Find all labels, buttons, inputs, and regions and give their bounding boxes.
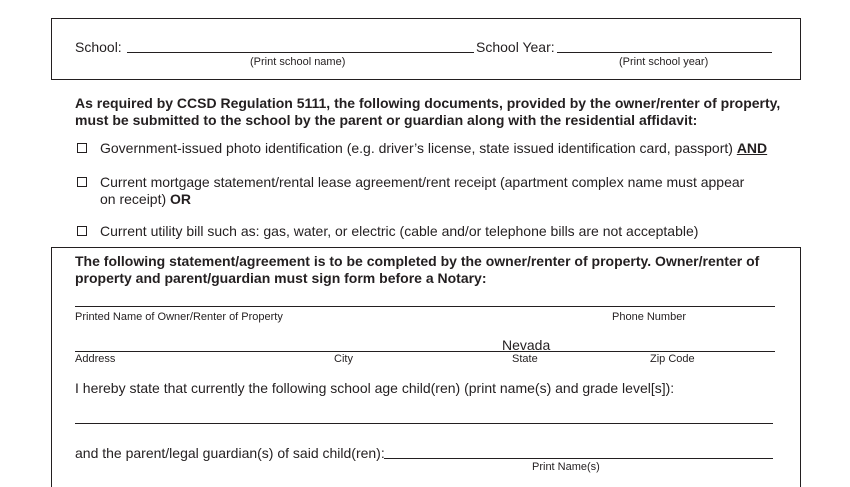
- requirement-item-photo-id: [100, 140, 767, 157]
- city-label: City: [334, 353, 353, 365]
- school-info-box: [51, 18, 801, 80]
- children-statement: I hereby state that currently the following school age child(ren) (print name(s) and grade level[s]):: [75, 380, 675, 396]
- requirement-item-utility-bill: [100, 223, 698, 240]
- requirements-heading-line1: As required by CCSD Regulation 5111, the following documents, provided by the owner/renter of property,: [75, 95, 781, 111]
- requirement-item-photo-id-text: Government-issued photo identification (e.g. driver’s license, state issued identification card, passport): [100, 140, 733, 156]
- agreement-heading: [75, 253, 759, 287]
- school-year-field[interactable]: [557, 52, 772, 53]
- owner-name-phone-field[interactable]: [75, 306, 775, 307]
- requirement-item-mortgage-suffix: OR: [170, 191, 192, 207]
- requirement-item-mortgage-lease: [100, 174, 744, 208]
- parent-names-field[interactable]: [384, 458, 773, 459]
- address-label: Address: [75, 353, 116, 365]
- requirements-heading-line2: must be submitted to the school by the parent or guardian along with the residential affidavit:: [75, 112, 698, 128]
- checkbox-photo-id[interactable]: [77, 143, 87, 153]
- phone-label: Phone Number: [612, 311, 686, 323]
- school-name-hint: (Print school name): [250, 56, 346, 68]
- requirement-item-mortgage-line2: on receipt): [100, 191, 167, 207]
- zip-label: Zip Code: [650, 353, 695, 365]
- children-names-field[interactable]: [75, 423, 773, 424]
- requirement-item-mortgage-line1: Current mortgage statement/rental lease agreement/rent receipt (apartment complex name must appear: [100, 174, 745, 190]
- requirement-item-utility-text: Current utility bill such as: gas, water, or electric (cable and/or telephone bills are not acceptable): [100, 223, 699, 239]
- state-label: State: [512, 353, 538, 365]
- address-field[interactable]: [75, 351, 775, 352]
- state-value[interactable]: Nevada: [502, 337, 551, 353]
- owner-name-label: Printed Name of Owner/Renter of Property: [75, 311, 283, 323]
- print-names-label: Print Name(s): [532, 461, 600, 473]
- requirement-item-photo-id-suffix: AND: [736, 140, 768, 156]
- parent-guardian-label: and the parent/legal guardian(s) of said child(ren):: [75, 445, 385, 461]
- school-name-field[interactable]: [127, 52, 474, 53]
- requirements-heading: [75, 95, 780, 129]
- school-label: School:: [75, 39, 122, 55]
- agreement-heading-line1: The following statement/agreement is to be completed by the owner/renter of property. Owner/renter of: [75, 253, 760, 269]
- checkbox-utility-bill[interactable]: [77, 226, 87, 236]
- checkbox-mortgage-lease[interactable]: [77, 177, 87, 187]
- agreement-heading-line2: property and parent/guardian must sign form before a Notary:: [75, 270, 487, 286]
- school-year-label: School Year:: [476, 39, 555, 55]
- school-year-hint: (Print school year): [619, 56, 709, 68]
